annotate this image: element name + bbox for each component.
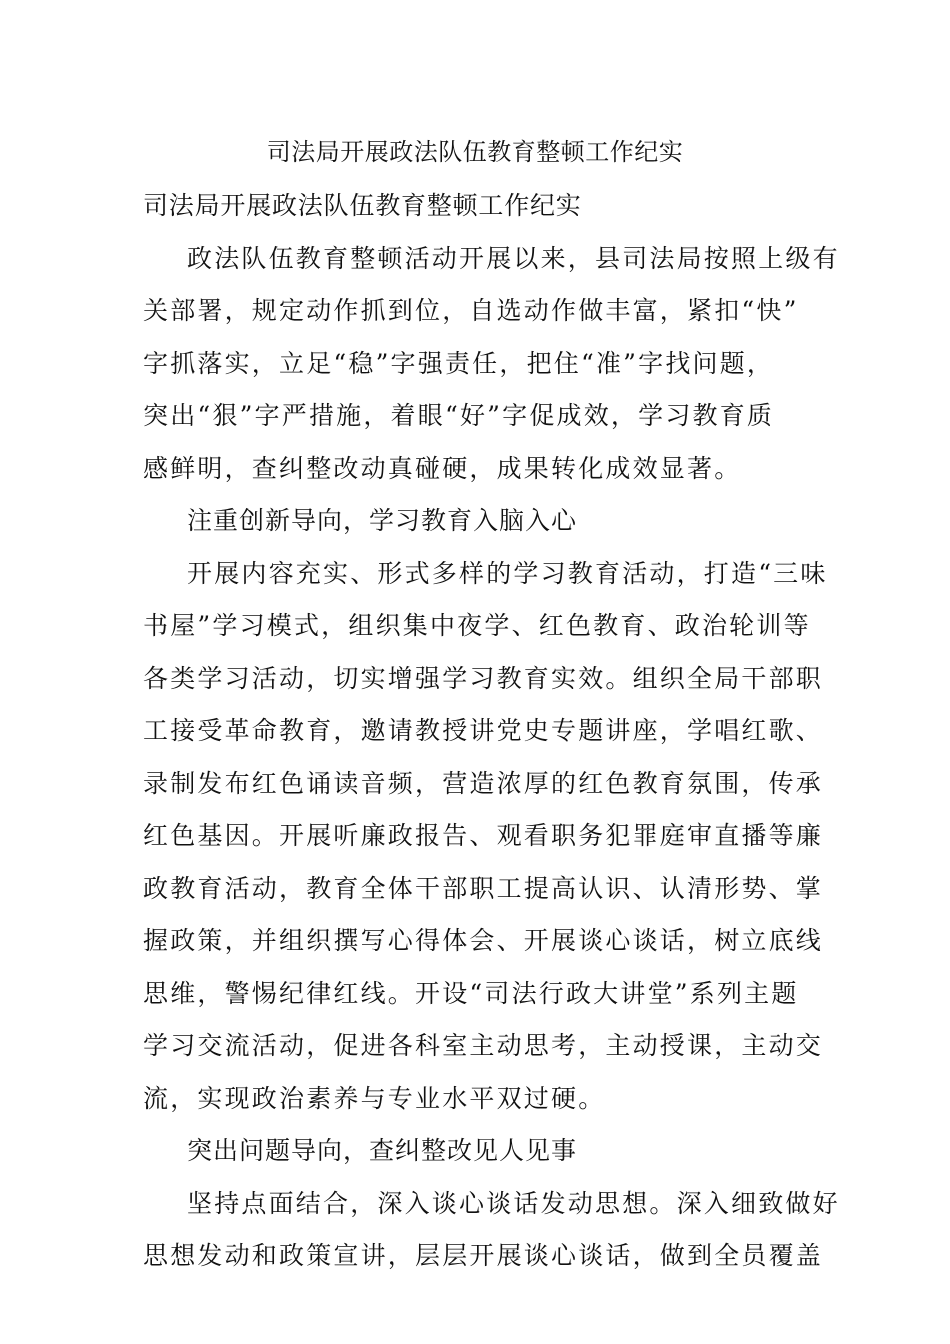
paragraph-line: 开展内容充实、形式多样的学习教育活动，打造“三味 [187, 558, 828, 588]
paragraph-line: 思维，警惕纪律红线。开设“司法行政大讲堂”系列主题 [143, 978, 799, 1008]
paragraph-line: 红色基因。开展听廉政报告、观看职务犯罪庭审直播等廉 [143, 821, 824, 850]
paragraph-line: 各类学习活动，切实增强学习教育实效。组织全局干部职 [143, 663, 824, 693]
section-heading: 突出问题导向，查纠整改见人见事 [187, 1136, 578, 1165]
paragraph-line: 学习交流活动，促进各科室主动思考，主动授课，主动交 [143, 1031, 824, 1060]
paragraph-line: 感鲜明，查纠整改动真碰硬，成果转化成效显著。 [143, 453, 742, 483]
paragraph-line: 录制发布红色诵读音频，营造浓厚的红色教育氛围，传承 [143, 768, 824, 798]
paragraph-line: 政教育活动，教育全体干部职工提高认识、认清形势、掌 [143, 873, 824, 903]
paragraph-line: 字抓落实，立足“稳”字强责任，把住“准”字找问题， [143, 348, 775, 378]
paragraph-line: 工接受革命教育，邀请教授讲党史专题讲座，学唱红歌、 [143, 716, 824, 745]
paragraph-line: 流，实现政治素养与专业水平双过硬。 [143, 1083, 606, 1113]
paragraph-line: 书屋”学习模式，组织集中夜学、红色教育、政治轮训等 [143, 611, 811, 640]
document-body [143, 180, 840, 1283]
paragraph-line: 关部署，规定动作抓到位，自选动作做丰富，紧扣“快” [143, 296, 799, 325]
paragraph-line: 政法队伍教育整顿活动开展以来，县司法局按照上级有 [187, 243, 840, 273]
document-title: 司法局开展政法队伍教育整顿工作纪实 [266, 138, 684, 166]
paragraph-line: 突出“狠”字严措施，着眼“好”字促成效，学习教育质 [143, 401, 775, 430]
paragraph-line: 思想发动和政策宣讲，层层开展谈心谈话，做到全员覆盖 [143, 1241, 824, 1270]
section-heading: 注重创新导向，学习教育入脑入心 [187, 506, 578, 535]
paragraph-line: 握政策，并组织撰写心得体会、开展谈心谈话，树立底线 [143, 926, 824, 955]
document-subtitle: 司法局开展政法队伍教育整顿工作纪实 [143, 191, 582, 220]
paragraph-line: 坚持点面结合，深入谈心谈话发动思想。深入细致做好 [187, 1188, 840, 1218]
